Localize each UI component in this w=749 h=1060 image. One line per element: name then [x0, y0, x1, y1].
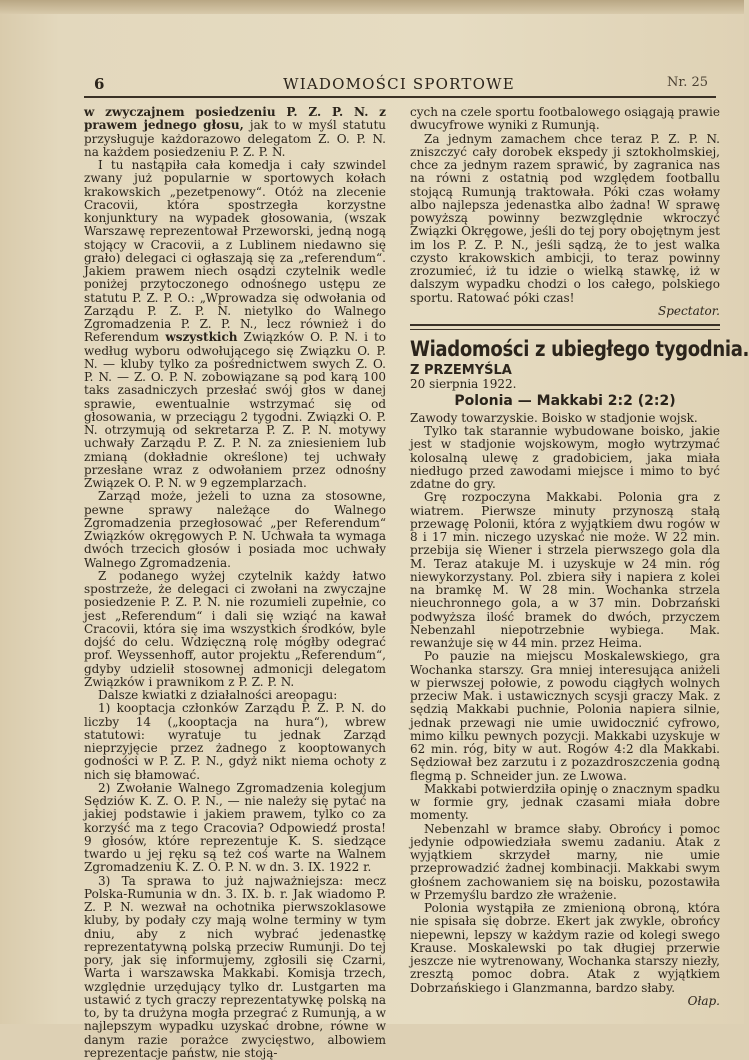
paragraph: Za jednym zamachem chce teraz P. Z. P. N. zniszczyć cały dorobek ekspedy ji sztokholmskiej, chce za jednym razem sprawić, by zagranica nas na równi z ostatnią pod względem footballu stojącą Rumunją traktowała. Póki czas wołamy albo najlepsza jedenastka albo żadna! W sprawę powyższą powinny bezwzględnie wkroczyć Związki Okręgowe, jeśli do tej pory obojętnym jest im los P. Z. P. N., jeśli sądzą, że to jest walka czysto krakowskich ambicji, to teraz powinny zrozumieć, iż tu idzie o wielką stawkę, iż w dalszym wypadku chodzi o los całego, polskiego sportu. Ratować póki czas!	[410, 133, 720, 305]
paragraph: Zawody towarzyskie. Boisko w stadjonie wojsk.	[410, 412, 720, 425]
section-title: Wiadomości z ubiegłego tygodnia.	[410, 336, 677, 362]
page-top-edge	[0, 0, 744, 14]
left-column	[84, 106, 386, 1018]
paragraph: Dalsze kwiatki z działalności areopagu:	[84, 689, 386, 702]
page-header	[86, 74, 712, 96]
paragraph: Z podanego wyżej czytelnik każdy łatwo spostrzeże, że delegaci ci zwołani na zwyczajne posiedzenie P. Z. P. N. nie rozumieli zupełnie, co jest „Referendum“ i dali się wziąć na kawał Cracovii, która się ima wszystkich środków, byle dojść do celu. Wdzięczną rolę mógłby odegrać prof. Weyssenhoff, autor projektu „Referendum“, gdyby udzielił stosownej admonicji delegatom Związków i prawnikom z P. Z. P. N.	[84, 570, 386, 689]
bold-word: wszystkich	[159, 330, 237, 344]
paragraph: 1) kooptacja członków Zarządu P. Z. P. N. do liczby 14 („kooptacja na hura“), wbrew statutowi: wyratuje tu jednak Zarząd nieprzyjęcie przez żadnego z kooptowanych godności w P. Z. P. N., gdyż nikt niema ochoty z nich się błamować.	[84, 702, 386, 782]
paragraph: 2) Zwołanie Walnego Zgromadzenia kolegjum Sędziów K. Z. O. P. N., — nie należy się pytać na jakiej podstawie i jakiem prawem, tylko co za korzyść ma z tego Cracovia? Odpowiedź prosta! 9 głosów, które reprezentuje K. S. siedzące twardo u jej ręku są też coś warte na Walnem Zgromadzeniu K. Z. O. P. N. w dn. 3. IX. 1922 r.	[84, 782, 386, 875]
paragraph: Po pauzie na miejscu Moskalewskiego, gra Wochanka starszy. Gra mniej interesująca aniżeli w pierwszej połowie, z powodu ciągłych wolnych przeciw Mak. i ustawicznych scysji graczy Mak. z sędzią Makkabi puchnie, Polonia napiera silnie, jednak przewagi nie umie uwidocznić cyfrowo, mimo kilku pewnych pozycji. Makkabi uzyskuje w 62 min. róg, bity w aut. Rogów 4:2 dla Makkabi. Sędziował bez zarzutu i z pozazdroszczenia godną flegmą p. Schneider jun. ze Lwowa.	[410, 650, 720, 783]
page-number: 6	[94, 75, 104, 93]
paragraph: Polonia wystąpiła ze zmienioną obroną, która nie spisała się dobrze. Ekert jak zwykle, obrońcy niepewni, lepszy w każdym razie od kolegi swego Krause. Moskalewski po tak długiej przerwie jeszcze nie wytrenowany, Wochanka starszy niezły, zresztą pomoc dobra. Atak z wyjątkiem Dobrzańskiego i Glanzmanna, bardzo słaby.	[410, 902, 720, 995]
author-signature: Spectator.	[410, 305, 720, 318]
paragraph: cych na czele sportu footbalowego osiągają prawie dwucyfrowe wyniki z Rumunją.	[410, 106, 720, 133]
paragraph	[84, 106, 386, 159]
paragraph	[84, 159, 386, 490]
section-divider	[410, 324, 720, 330]
paragraph: Makkabi potwierdziła opinję o znacznym spadku w formie gry, jednak czasami miała dobre momenty.	[410, 783, 720, 823]
paragraph-text: I tu nastąpiła cała komedja i cały szwindel zwany już popularnie w sportowych kołach krakowskich „pezetpenowy“. Otóż na zlecenie Cracovii, która spostrzegła korzystne konjunktury na wypadek głosowania, (wszak Warszawę reprezentował Przeworski, jedną nogą stojący w Cracovii, a z Lublinem niedawno się grało) delegaci ci ogłaszają się za „referendum“. Jakiem prawem niech osądzi czytelnik wedle poniżej przytoczonego odnośnego ustępu ze statutu P. Z. P. O.: „Wprowadza się odwołania od Zarządu P. Z. P. N. nietylko do Walnego Zgromadzenia P. Z. P. N., lecz również i do Referendum	[84, 158, 386, 344]
dateline: 20 sierpnia 1922.	[410, 378, 720, 391]
paragraph-text: jak to w myśl statutu przysługuje każdorazowo delegatom Z. O. P. N. na każdem posiedzeniu P. Z. P. N.	[84, 118, 386, 159]
paragraph: Zarząd może, jeżeli to uzna za stosowne, pewne sprawy należące do Walnego Zgromadzenia przegłosować „per Referendum“ Związków okręgowych P. N. Uchwała ta wymaga dwóch trzecich głosów i posiada moc uchwały Walnego Zgromadzenia.	[84, 490, 386, 570]
paragraph: Grę rozpoczyna Makkabi. Polonia gra z wiatrem. Pierwsze minuty przynoszą stałą przewagę Polonii, która z wyjątkiem dwu rogów w 8 i 17 min. niczego uzyskać nie może. W 22 min. przebija się Wiener i strzela pierwszego gola dla M. Teraz atakuje M. i uzyskuje w 24 min. róg niewykorzystany. Pol. zbiera siły i napiera z kolei na bramkę M. W 28 min. Wochanka strzela nieuchronnego gola, a w 37 min. Dobrzański podwyższa ilość bramek do dwóch, przyczem Nebenzahl niepotrzebnie wybiega. Mak. rewanżuje się w 44 min. przez Heima.	[410, 491, 720, 650]
paragraph: Nebenzahl w bramce słaby. Obrońcy i pomoc jedynie odpowiedziała swemu zadaniu. Atak z wyjątkiem skrzydeł marny, nie umie przeprowadzić żadnej kombinacji. Makkabi swym głośnem zachowaniem się na boisku, pozostawiła w Przemyślu bardzo złe wrażenie.	[410, 823, 720, 903]
match-heading: Polonia — Makkabi 2:2 (2:2)	[410, 395, 720, 408]
author-signature: Ołap.	[410, 995, 720, 1008]
publication-title: WIADOMOŚCI SPORTOWE	[86, 75, 712, 93]
city-heading: Z PRZEMYŚLA	[410, 364, 720, 377]
issue-number: Nr. 25	[667, 75, 708, 90]
right-column	[410, 106, 720, 1018]
paragraph: Tylko tak starannie wybudowane boisko, jakie jest w stadjonie wojskowym, mogło wytrzymać kolosalną ulewę z gradobiciem, jaka miała niedługo przed zawodami miejsce i mimo to być zdatne do gry.	[410, 425, 720, 491]
header-rule	[84, 96, 716, 98]
paragraph-text: Związków O. P. N. i to według wyboru odwołującego się Związku O. P. N. — kluby tylko za pośrednictwem swych Z. O. P. N. — Z. O. P. N. zobowiązane są pod karą 100 taks zasadniczych przesłać swój głos w danej sprawie, ewentualnie wstrzymać się od głosowania, w przeciągu 2 tygodni. Związki O. P. N. otrzymują od sekretarza P. Z. P. N. motywy uchwały Zarządu P. Z. P. N. za zniesieniem lub zmianą (dokładnie określone) tej uchwały przesłane wraz z odwołaniem przez odnośny Związek O. P. N. w 9 egzemplarzach.	[84, 330, 386, 490]
bold-lead: w zwyczajnem posiedzeniu P. Z. P. N. z prawem jednego głosu,	[84, 105, 386, 132]
paragraph: 3) Ta sprawa to już najważniejsza: mecz Polska-Rumunia w dn. 3. IX. b. r. Jak wiadomo P. Z. P. N. wezwał na ochotnika pierwszoklasowe kluby, by podały czy mają wolne terminy w tym dniu, aby z nich wybrać jedenastkę reprezentatywną polską przeciw Rumunji. Do tej pory, jak się informujemy, zgłosili się Czarni, Warta i warszawska Makkabi. Komisja trzech, względnie urzędujący tylko dr. Lustgarten ma ustawić z tych graczy reprezentatywkę polską na to, by ta drużyna mogła przegrać z Rumunją, a w najlepszym wypadku uzyskać drobne, równe w danym razie porażce zwycięstwo, albowiem reprezentacje państw, nie stoją-	[84, 875, 386, 1060]
